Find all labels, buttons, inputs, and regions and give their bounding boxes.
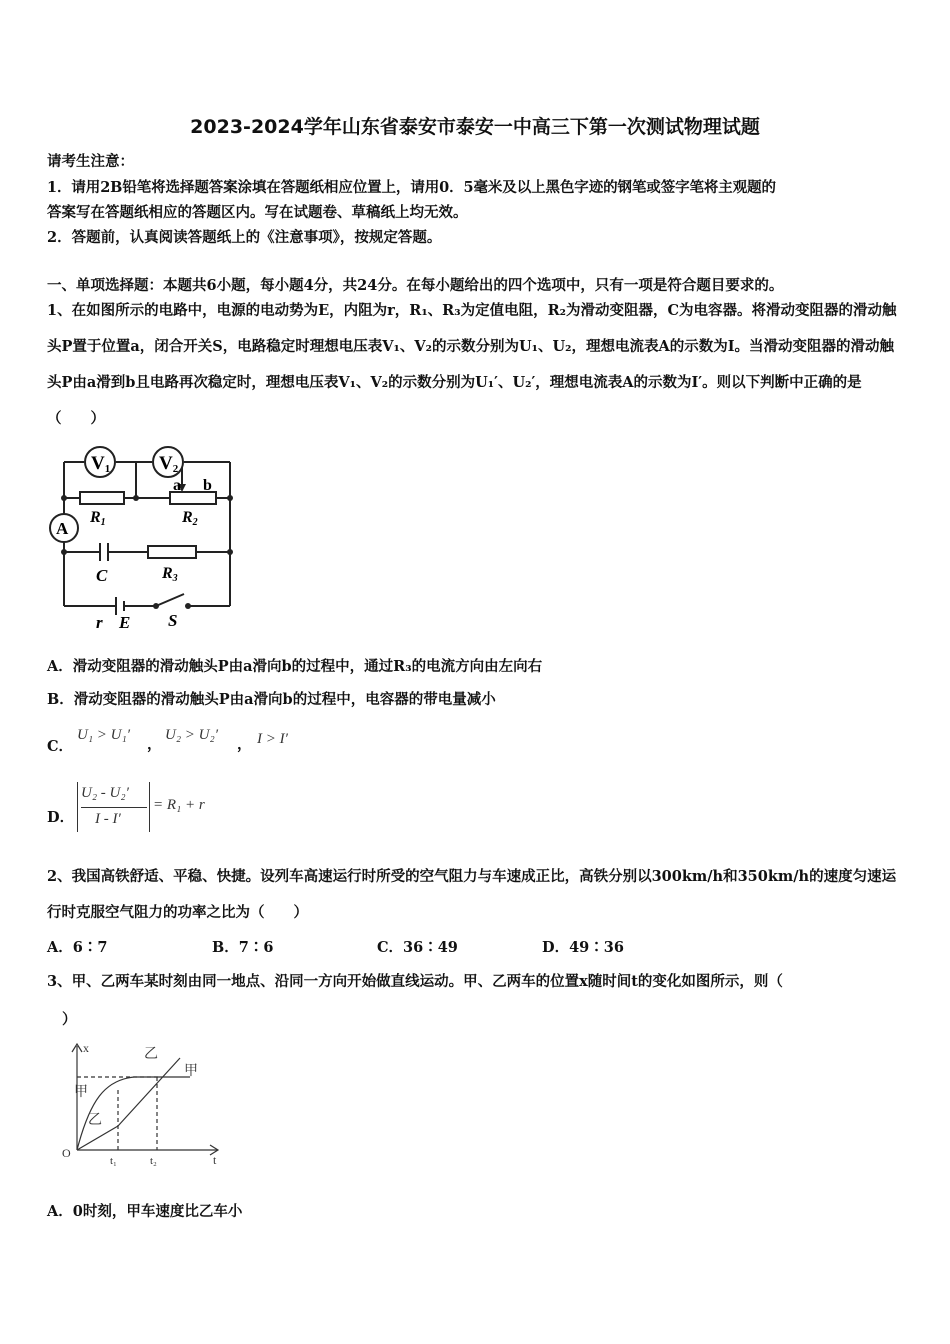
q1-option-d-label: D．: [47, 809, 75, 826]
origin-label: O: [62, 1146, 71, 1160]
abs-bar-left: [77, 782, 78, 832]
t2-label: t₂: [150, 1155, 157, 1167]
yi-line-label: 乙: [144, 1047, 158, 1062]
fraction-bar: [81, 807, 147, 808]
q3-stem-line1: 3、甲、乙两车某时刻由同一地点、沿同一方向开始做直线运动。甲、乙两车的位置x随时间t的变化如图所示，则（: [47, 973, 783, 990]
q1-option-c-expr2: U₂ > U₂′: [165, 727, 218, 743]
section-heading: 一、单项选择题：本题共6小题，每小题4分，共24分。在每小题给出的四个选项中，只有一项是符合题目要求的。: [47, 277, 784, 294]
capacitor-label: C: [96, 566, 108, 585]
q1-option-d[interactable]: [47, 780, 247, 836]
q3-stem-line2: ）: [62, 1011, 77, 1028]
ammeter-label: A: [56, 519, 69, 538]
slider-b-label: b: [203, 477, 212, 494]
q2-option-c[interactable]: C．36∶49: [377, 939, 458, 956]
xt-graph: [60, 1038, 230, 1170]
jia-curve-label: 甲: [184, 1064, 198, 1079]
r2-label: R2: [182, 509, 198, 528]
q2-option-d[interactable]: D．49∶36: [542, 939, 624, 956]
q2-option-b[interactable]: B．7∶6: [212, 939, 274, 956]
page-title: 2023-2024学年山东省泰安市泰安一中高三下第一次测试物理试题: [190, 116, 760, 138]
q1-option-c-sep1: ，: [147, 736, 162, 753]
q3-option-a[interactable]: A．0时刻，甲车速度比乙车小: [47, 1203, 243, 1220]
q1-option-b[interactable]: B．滑动变阻器的滑动触头P由a滑向b的过程中，电容器的带电量减小: [47, 691, 496, 708]
switch-label: S: [168, 611, 178, 630]
emf-label: E: [119, 613, 131, 632]
voltmeter-v2-label: V2: [159, 453, 179, 475]
q1-option-c-label: C．: [47, 738, 74, 755]
abs-bar-right: [149, 782, 150, 832]
r3-label: R3: [162, 565, 178, 584]
notice-line1a: 1．请用2B铅笔将选择题答案涂填在答题纸相应位置上，请用0．5毫米及以上黑色字迹的钢笔或签字笔将主观题的: [47, 179, 776, 196]
q1-option-d-denominator: I - I′: [95, 811, 121, 827]
q2-stem: 2、我国高铁舒适、平稳、快捷。设列车高速运行时所受的空气阻力与车速成正比，高铁分别以300km/h和350km/h的速度匀速运行时克服空气阻力的功率之比为（ ）: [47, 868, 897, 921]
q1-option-a[interactable]: A．滑动变阻器的滑动触头P由a滑向b的过程中，通过R₃的电流方向由左向右: [47, 658, 543, 675]
q2-option-a[interactable]: A．6∶7: [47, 939, 108, 956]
r1-label: R1: [90, 509, 106, 528]
voltmeter-v1-label: V1: [91, 453, 111, 475]
q1-option-c-sep2: ，: [237, 736, 252, 753]
q1-stem: 1、在如图所示的电路中，电源的电动势为E，内阻为r，R₁、R₃为定值电阻，R₂为滑动变阻器，C为电容器。将滑动变阻器的滑动触头P置于位置a，闭合开关S，电路稳定时理想电压表V₁、V₂的示数分别为U₁、U₂，理想电流表A的示数为I。当滑动变阻器的滑动触头P由a滑到b且电路再次稳定时，理想电压表V₁、V₂的示数分别为U₁′、U₂′，理想电流表A的示数为I′。则以下判断中正确的是（ ）: [47, 302, 897, 427]
q1-option-d-rhs: = R₁ + r: [153, 797, 205, 813]
x-axis-label: x: [83, 1041, 89, 1055]
q1-option-d-numerator: U₂ - U₂′: [81, 785, 129, 801]
slider-a-label: a: [173, 477, 181, 494]
jia-axis-label: 甲: [74, 1085, 88, 1100]
circuit-figure: [44, 442, 240, 634]
notice-line2: 2．答题前，认真阅读答题纸上的《注意事项》，按规定答题。: [47, 229, 442, 246]
notice-line1b: 答案写在答题纸相应的答题区内。写在试题卷、草稿纸上均无效。: [47, 204, 468, 221]
internal-resistance-label: r: [96, 613, 103, 632]
t1-label: t₁: [110, 1155, 117, 1167]
q1-option-c-expr1: U₁ > U₁′: [77, 727, 130, 743]
t-axis-label: t: [213, 1153, 217, 1167]
yi-region-label: 乙: [88, 1113, 102, 1128]
notice-heading: 请考生注意：: [47, 153, 134, 170]
q1-option-c-expr3: I > I′: [257, 731, 288, 747]
